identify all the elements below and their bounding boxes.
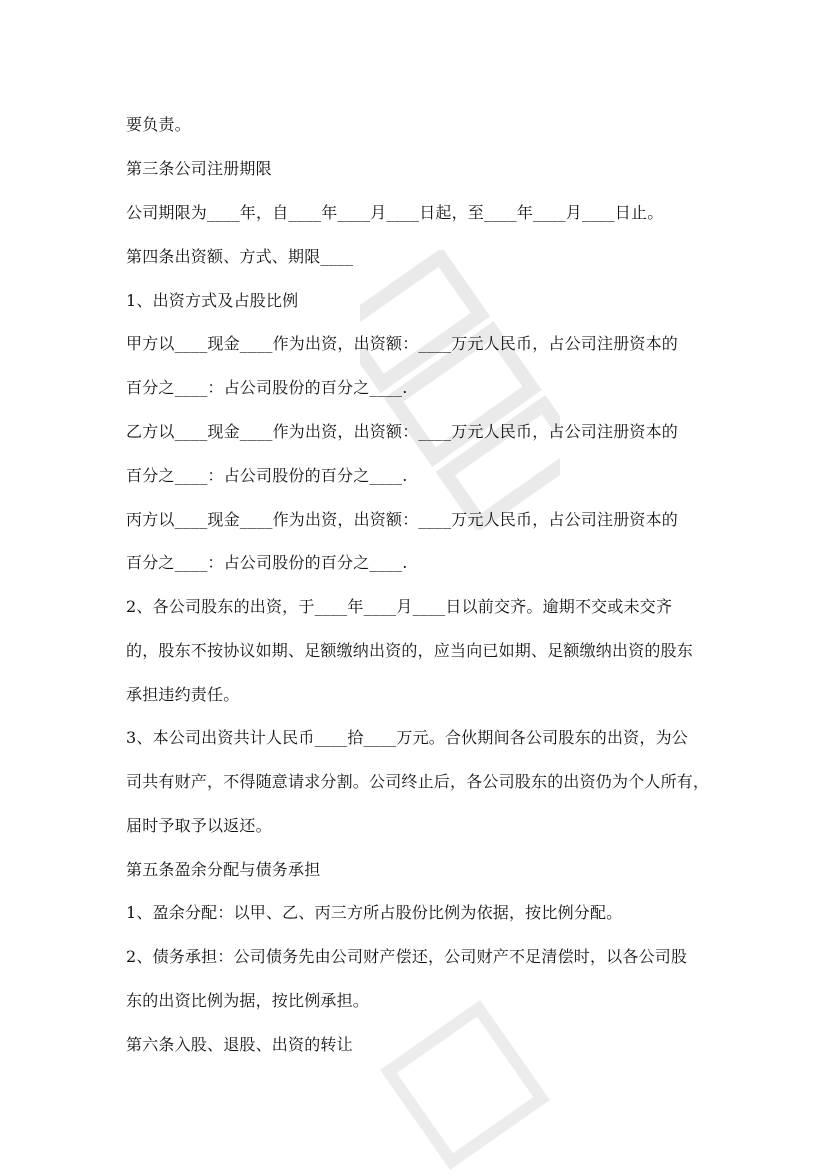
- body-line: 1、出资方式及占股比例: [126, 291, 299, 310]
- body-line: 届时予取予以返还。: [126, 816, 272, 835]
- body-line: 2、各公司股东的出资，于____年____月____日以前交齐。逾期不交或未交齐: [126, 597, 673, 616]
- watermark-icon: [380, 1000, 550, 1170]
- body-line: 司共有财产，不得随意请求分割。公司终止后，各公司股东的出资仍为个人所有，: [126, 772, 710, 791]
- body-line: 要负责。: [126, 115, 191, 134]
- section-heading: 第五条盈余分配与债务承担: [126, 860, 321, 879]
- body-line: 2、债务承担：公司债务先由公司财产偿还，公司财产不足清偿时，以各公司股: [126, 947, 688, 966]
- body-line: 承担违约责任。: [126, 685, 240, 704]
- body-line: 的，股东不按协议如期、足额缴纳出资的，应当向已如期、足额缴纳出资的股东: [126, 641, 694, 660]
- body-line: 甲方以____现金____作为出资，出资额：____万元人民币，占公司注册资本的: [126, 334, 679, 353]
- body-line: 3、本公司出资共计人民币____拾____万元。合伙期间各公司股东的出资，为公: [126, 728, 688, 747]
- body-line: 丙方以____现金____作为出资，出资额：____万元人民币，占公司注册资本的: [126, 510, 679, 529]
- body-line: 百分之____：占公司股份的百分之____.: [126, 378, 408, 397]
- body-line: 东的出资比例为据，按比例承担。: [126, 991, 370, 1010]
- section-heading: 第三条公司注册期限: [126, 159, 272, 178]
- body-line: 乙方以____现金____作为出资，出资额：____万元人民币，占公司注册资本的: [126, 422, 679, 441]
- section-heading: 第六条入股、退股、出资的转让: [126, 1035, 353, 1054]
- section-heading: 第四条出资额、方式、期限____: [126, 247, 354, 266]
- body-line: 百分之____：占公司股份的百分之____.: [126, 466, 408, 485]
- body-line: 百分之____：占公司股份的百分之____.: [126, 553, 408, 572]
- body-line: 1、盈余分配：以甲、乙、丙三方所占股份比例为依据，按比例分配。: [126, 903, 623, 922]
- body-line: 公司期限为____年，自____年____月____日起，至____年____月____日止。: [126, 203, 664, 222]
